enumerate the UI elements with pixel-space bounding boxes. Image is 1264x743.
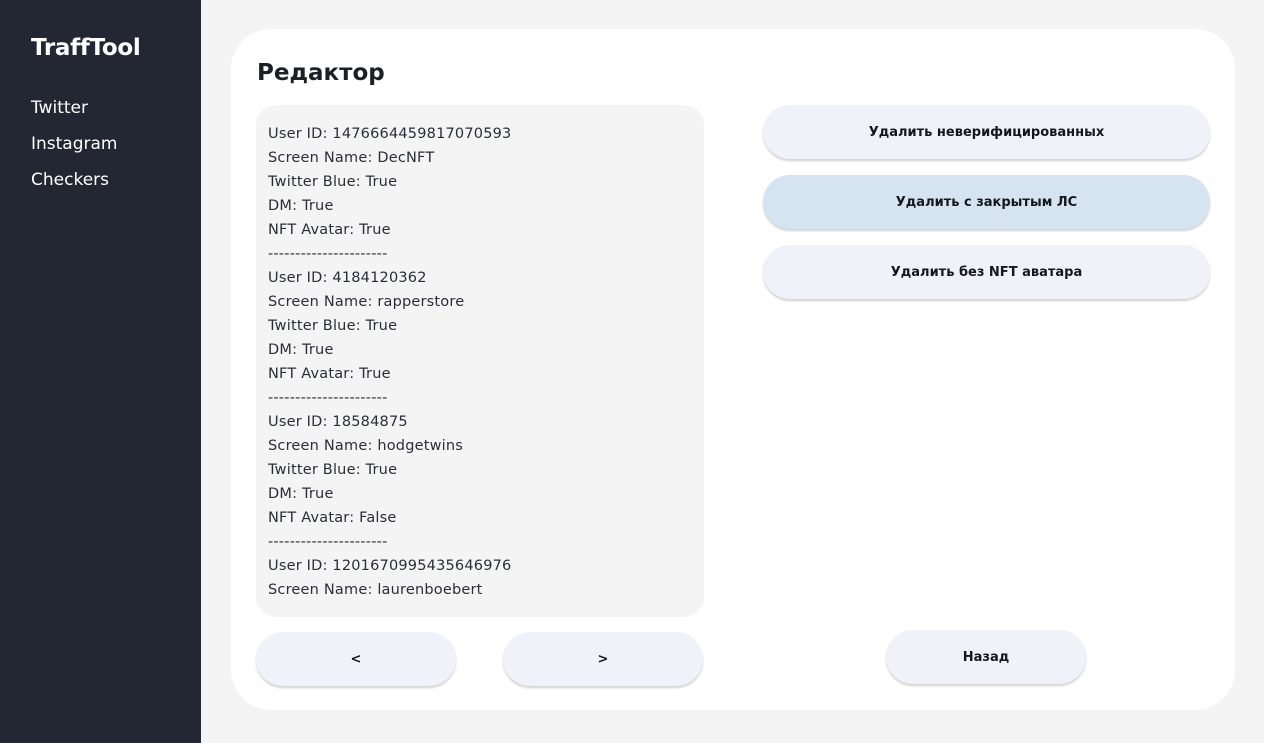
results-list [268, 122, 511, 602]
result-line: NFT Avatar: True [268, 366, 391, 382]
result-line: Twitter Blue: True [268, 174, 398, 190]
result-line: Screen Name: rapperstore [268, 294, 465, 310]
editor-card [231, 29, 1235, 710]
delete-closed-dm-button[interactable]: Удалить с закрытым ЛС [763, 175, 1210, 229]
result-line: NFT Avatar: True [268, 222, 391, 238]
previous-page-button[interactable]: < [256, 632, 456, 686]
delete-no-nft-avatar-button[interactable]: Удалить без NFT аватара [763, 245, 1210, 299]
results-output-panel[interactable] [256, 105, 704, 617]
result-line: ---------------------- [268, 390, 388, 406]
result-line: ---------------------- [268, 534, 388, 550]
sidebar-item-instagram[interactable]: Instagram [31, 134, 118, 154]
delete-unverified-button[interactable]: Удалить неверифицированных [763, 105, 1210, 159]
result-line: User ID: 1476664459817070593 [268, 126, 512, 142]
result-line: ---------------------- [268, 246, 388, 262]
result-line: Screen Name: DecNFT [268, 150, 435, 166]
result-line: Screen Name: hodgetwins [268, 438, 464, 454]
result-line: DM: True [268, 342, 334, 358]
result-line: DM: True [268, 486, 334, 502]
sidebar [0, 0, 201, 743]
result-line: Twitter Blue: True [268, 462, 398, 478]
sidebar-nav [31, 96, 118, 204]
result-line: NFT Avatar: False [268, 510, 397, 526]
result-line: Twitter Blue: True [268, 318, 398, 334]
page-title: Редактор [257, 60, 385, 86]
result-line: DM: True [268, 198, 334, 214]
result-line: User ID: 18584875 [268, 414, 408, 430]
result-line: Screen Name: laurenboebert [268, 582, 483, 598]
result-line: User ID: 4184120362 [268, 270, 427, 286]
app-brand: TraffTool [31, 35, 141, 61]
sidebar-item-twitter[interactable]: Twitter [31, 98, 88, 118]
back-button[interactable]: Назад [886, 630, 1086, 684]
result-line: User ID: 1201670995435646976 [268, 558, 512, 574]
sidebar-item-checkers[interactable]: Checkers [31, 170, 109, 190]
next-page-button[interactable]: > [503, 632, 703, 686]
